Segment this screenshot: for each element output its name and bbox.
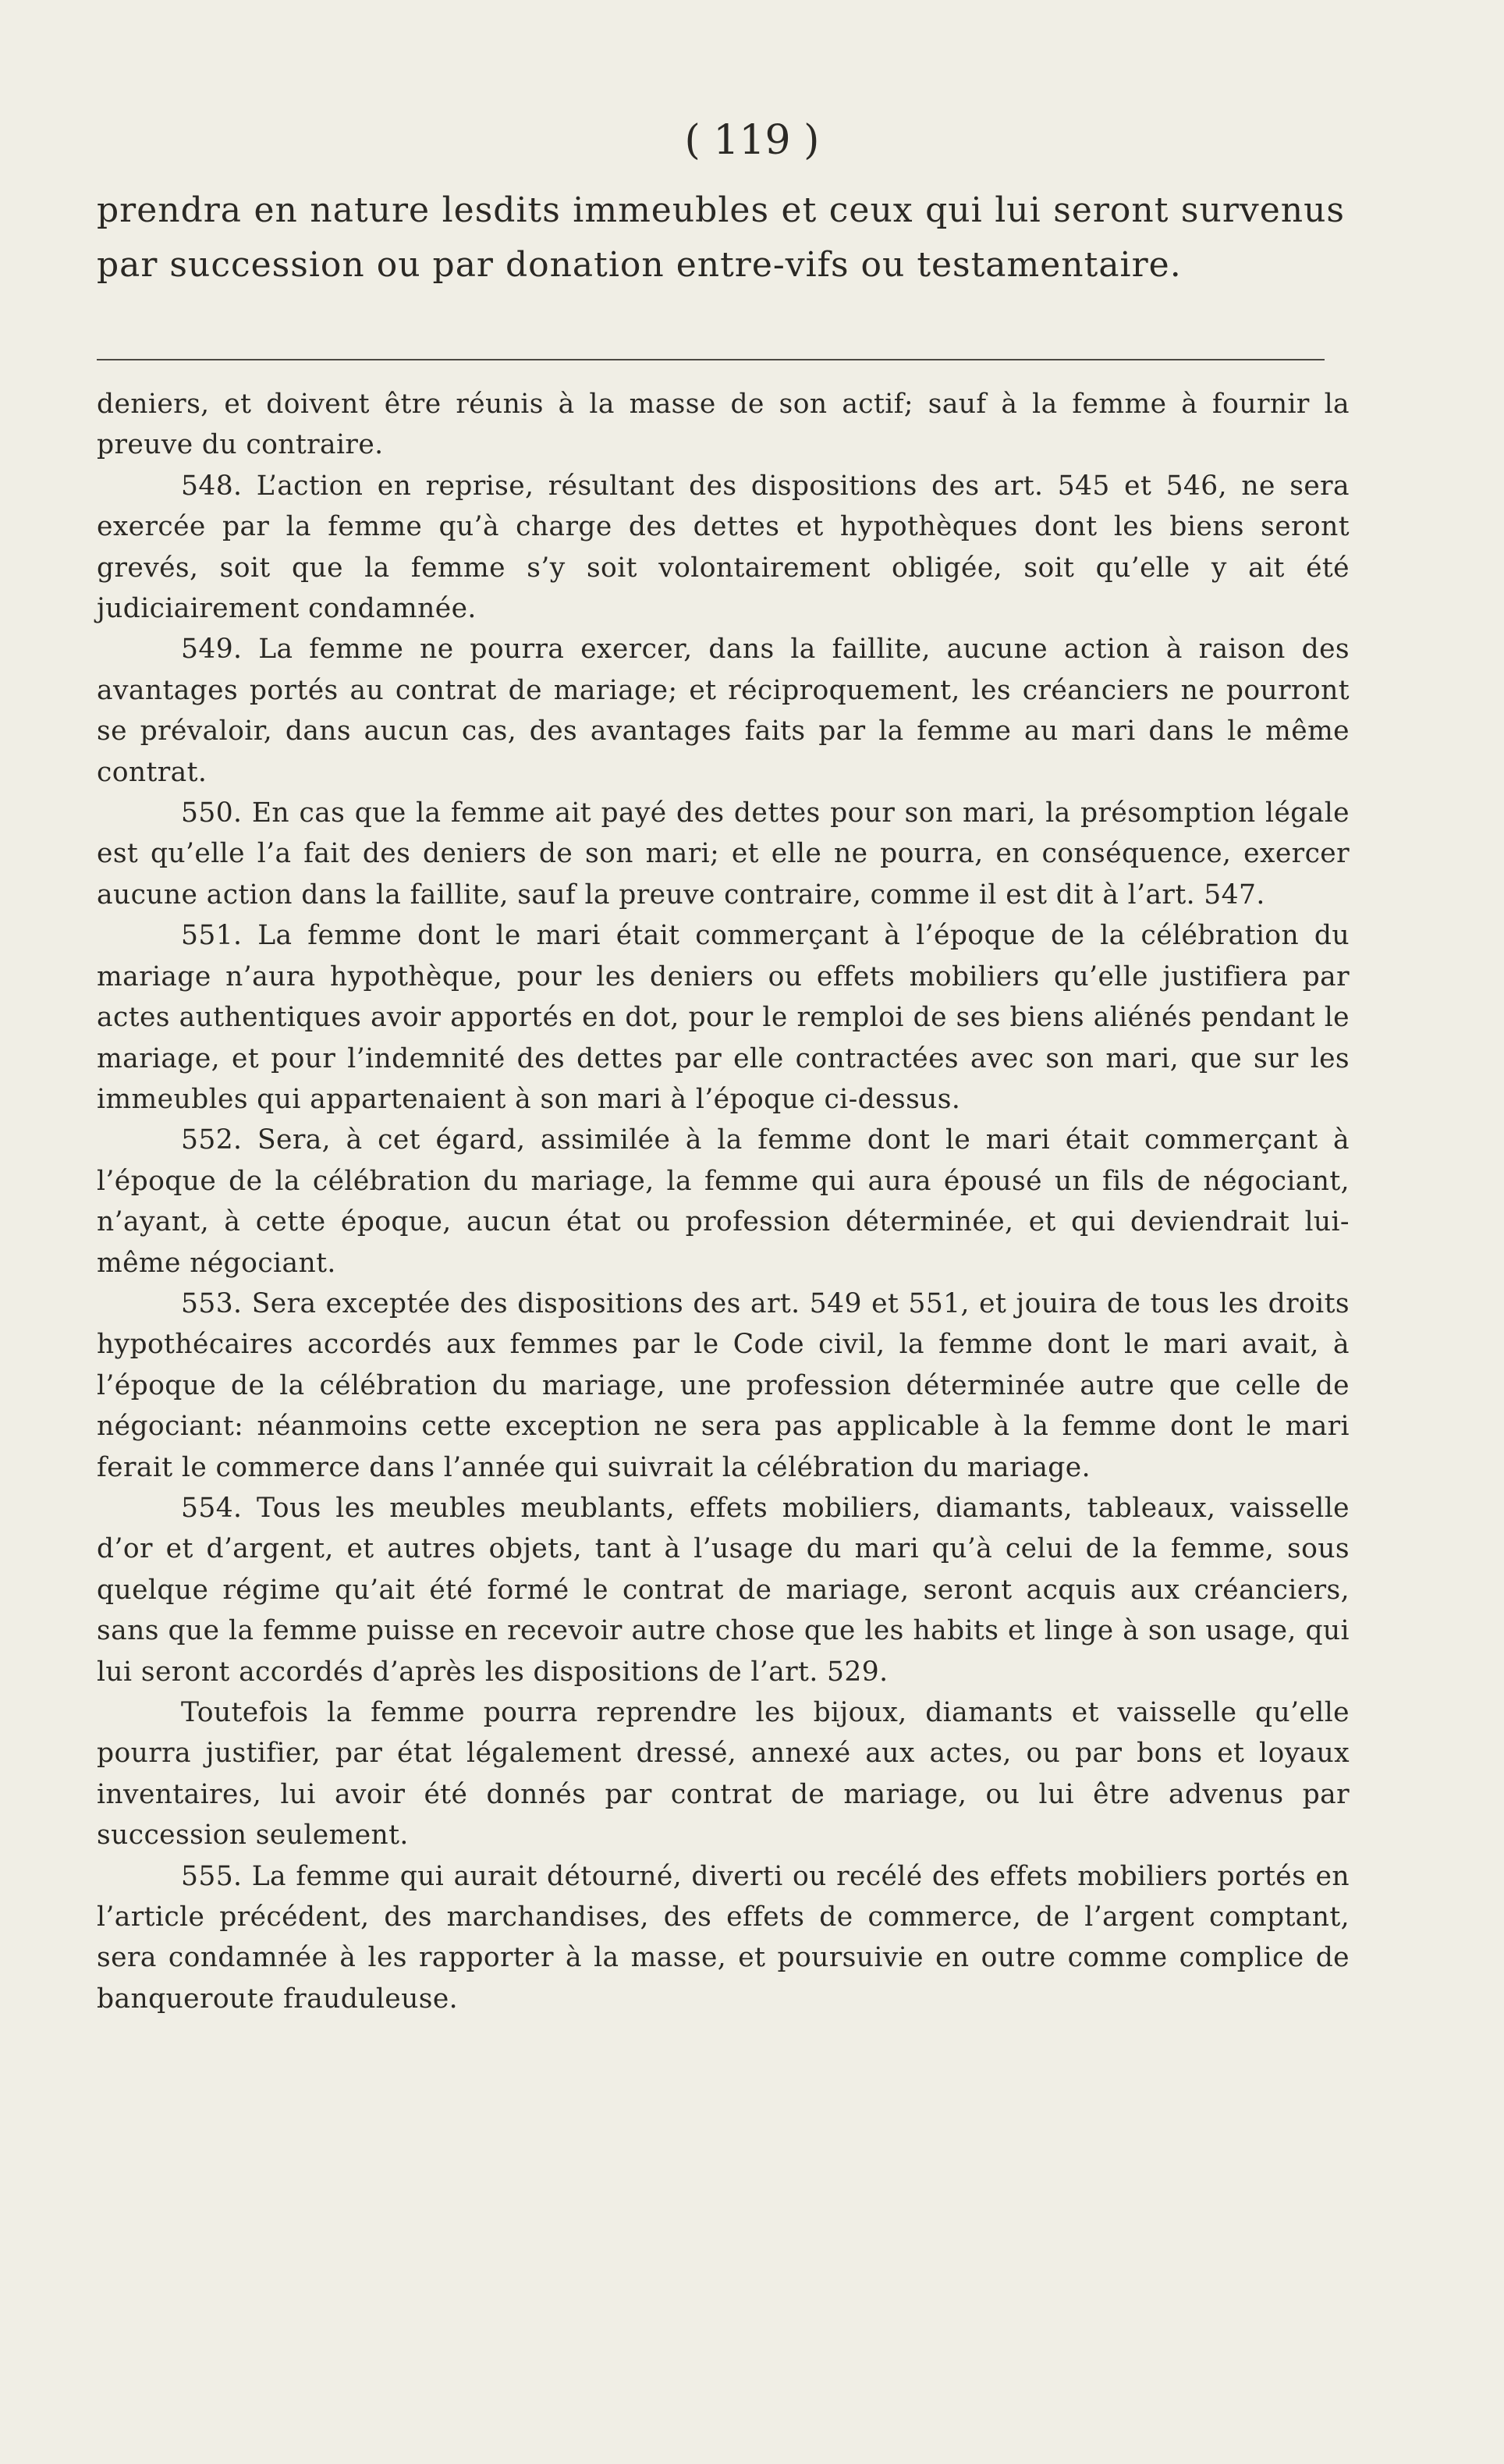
lower-text-block bbox=[97, 384, 1350, 2019]
paragraph-art-551: 551. La femme dont le mari était commerçant à l’époque de la célébration du mariage n’aura hypothèque, pour les deniers ou effets mobiliers qu’elle justifiera par actes authentiques avoir apportés en dot, pour le remploi de ses biens aliénés pendant le mariage, et pour l’indemnité des dettes par elle contractées avec son mari, que sur les immeubles qui appartenaient à son mari à l’époque ci-dessus. bbox=[97, 920, 1350, 1115]
page-number: ( 119 ) bbox=[684, 117, 820, 164]
paragraph-art-552: 552. Sera, à cet égard, assimilée à la femme dont le mari était commerçant à l’époque de la célébration du mariage, la femme qui aura épousé un fils de négociant, n’ayant, à cette époque, aucun état ou profession déterminée, et qui deviendrait lui-même négociant. bbox=[97, 1124, 1350, 1279]
paragraph-art-553: 553. Sera exceptée des dispositions des art. 549 et 551, et jouira de tous les droits hypothécaires accordés aux femmes par le Code civil, la femme dont le mari avait, à l’époque de la célébration du mariage, une profession déterminée autre que celle de négociant: néanmoins cette exception ne sera pas applicable à la femme dont le mari ferait le commerce dans l’année qui suivrait la célébration du mariage. bbox=[97, 1287, 1350, 1483]
upper-text-block: prendra en nature lesdits immeubles et ceux qui lui seront survenus par succession ou par donation entre-vifs ou testamentaire. bbox=[97, 190, 1345, 285]
paragraph-art-549: 549. La femme ne pourra exercer, dans la faillite, aucune action à raison des avantages portés au contrat de mariage; et réciproquement, les créanciers ne pourront se prévaloir, dans aucun cas, des avantages faits par la femme au mari dans le même contrat. bbox=[97, 634, 1350, 788]
paragraph-deniers: deniers, et doivent être réunis à la masse de son actif; sauf à la femme à fournir la preuve du contraire. bbox=[97, 389, 1350, 461]
paragraph-art-554: 554. Tous les meubles meublants, effets mobiliers, diamants, tableaux, vaisselle d’or et d’argent, et autres objets, tant à l’usage du mari qu’à celui de la femme, sous quelque régime qu’ait été formé le contrat de mariage, seront acquis aux créanciers, sans que la femme puisse en recevoir autre chose que les habits et linge à son usage, qui lui seront accordés d’après les dispositions de l’art. 529. bbox=[97, 1492, 1350, 1688]
paragraph-art-548: 548. L’action en reprise, résultant des dispositions des art. 545 et 546, ne sera exercée par la femme qu’à charge des dettes et hypothèques dont les biens seront grevés, soit que la femme s’y soit volontairement obligée, soit qu’elle y ait été judiciairement condamnée. bbox=[97, 470, 1350, 625]
paragraph-toutefois: Toutefois la femme pourra reprendre les bijoux, diamants et vaisselle qu’elle pourra justifier, par état légalement dressé, annexé aux actes, ou par bons et loyaux inventaires, lui avoir été donnés par contrat de mariage, ou lui être advenus par succession seulement. bbox=[97, 1697, 1350, 1852]
separator-rule bbox=[97, 359, 1325, 360]
paragraph-art-555: 555. La femme qui aurait détourné, diverti ou recélé des effets mobiliers portés en l’article précédent, des marchandises, des effets de commerce, de l’argent comptant, sera condamnée à les rapporter à la masse, et poursuivie en outre comme complice de banqueroute frauduleuse. bbox=[97, 1860, 1350, 2015]
paragraph-art-550: 550. En cas que la femme ait payé des dettes pour son mari, la présomption légale est qu’elle l’a fait des deniers de son mari; et elle ne pourra, en conséquence, exercer aucune action dans la faillite, sauf la preuve contraire, comme il est dit à l’art. 547. bbox=[97, 797, 1350, 911]
